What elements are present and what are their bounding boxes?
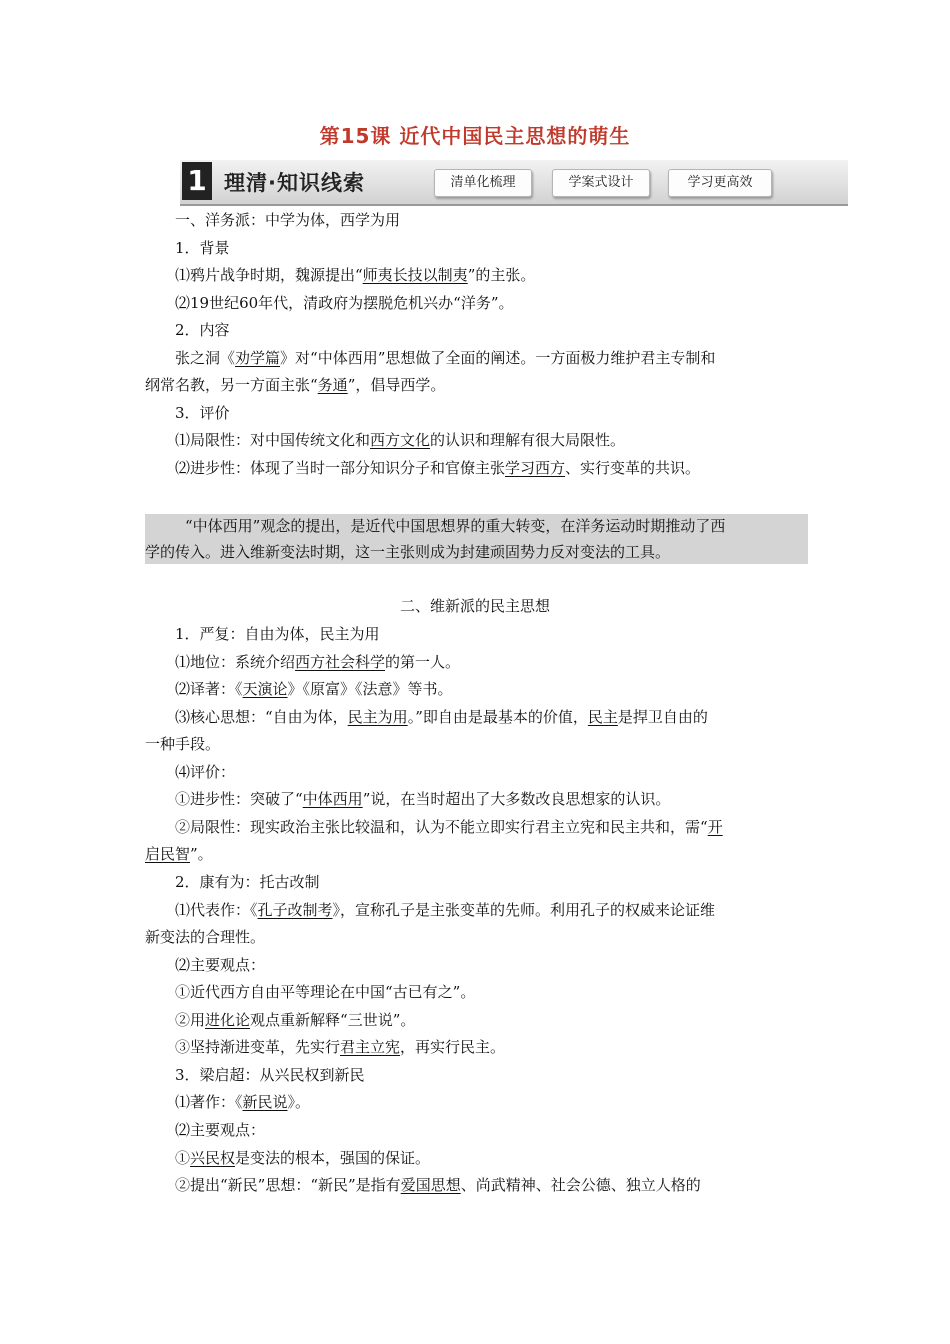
note-line-2: 学的传入。进入维新变法时期，这一主张则成为封建顽固势力反对变法的工具。 xyxy=(145,543,671,561)
banner-number: 1 xyxy=(182,162,212,200)
kangyouwei-item-1: ⑴代表作：《孔子改制考》，宣称孔子是主张变革的先师。利用孔子的权威来论证维 xyxy=(175,901,716,919)
section1-heading: 一、洋务派：中学为体，西学为用 xyxy=(175,211,401,229)
tag-efficient-learning: 学习更高效 xyxy=(668,169,772,197)
liangqichao-title: 3．梁启超：从兴民权到新民 xyxy=(175,1066,365,1084)
yanfu-progress: ①进步性：突破了“中体西用”说，在当时超出了大多数改良思想家的认识。 xyxy=(175,790,671,808)
section2-heading: 二、维新派的民主思想 xyxy=(399,597,550,615)
kangyouwei-item-1-cont: 新变法的合理性。 xyxy=(145,928,266,946)
evaluation-title: 3．评价 xyxy=(175,404,230,422)
section-banner xyxy=(180,160,848,206)
kangyouwei-point-1: ①近代西方自由平等理论在中国“古已有之”。 xyxy=(175,983,476,1001)
liangqichao-item-1: ⑴著作：《新民说》。 xyxy=(175,1093,311,1111)
note-line-1: “中体西用”观念的提出，是近代中国思想界的重大转变，在洋务运动时期推动了西 xyxy=(185,517,726,535)
highlight-note xyxy=(145,514,808,564)
content-title: 2．内容 xyxy=(175,321,230,339)
yanfu-item-3: ⑶核心思想：“自由为体，民主为用。”即自由是最基本的价值，民主是捍卫自由的 xyxy=(175,708,708,726)
tag-study-design: 学案式设计 xyxy=(552,169,650,197)
background-title: 1．背景 xyxy=(175,239,230,257)
background-item-1: ⑴鸦片战争时期，魏源提出“师夷长技以制夷”的主张。 xyxy=(175,266,536,284)
liangqichao-point-2: ②提出“新民”思想：“新民”是指有爱国思想、尚武精神、社会公德、独立人格的 xyxy=(175,1176,701,1194)
yanfu-item-4: ⑷评价： xyxy=(175,763,236,781)
kangyouwei-item-2: ⑵主要观点： xyxy=(175,956,266,974)
yanfu-title: 1．严复：自由为体，民主为用 xyxy=(175,625,380,643)
background-item-2: ⑵19世纪60年代，清政府为摆脱危机兴办“洋务”。 xyxy=(175,294,514,312)
content-para-line-1: 张之洞《劝学篇》对“中体西用”思想做了全面的阐述。一方面极力维护君主专制和 xyxy=(175,349,716,367)
yanfu-limitation: ②局限性：现实政治主张比较温和，认为不能立即实行君主立宪和民主共和，需“开 xyxy=(175,818,723,836)
yanfu-item-3-cont: 一种手段。 xyxy=(145,735,221,753)
page-title: 第15课 近代中国民主思想的萌生 xyxy=(319,124,631,148)
evaluation-item-1: ⑴局限性：对中国传统文化和西方文化的认识和理解有很大局限性。 xyxy=(175,431,626,449)
evaluation-item-2: ⑵进步性：体现了当时一部分知识分子和官僚主张学习西方、实行变革的共识。 xyxy=(175,459,701,477)
liangqichao-item-2: ⑵主要观点： xyxy=(175,1121,266,1139)
kangyouwei-point-2: ②用进化论观点重新解释“三世说”。 xyxy=(175,1011,416,1029)
kangyouwei-title: 2．康有为：托古改制 xyxy=(175,873,320,891)
content-para-line-2: 纲常名教，另一方面主张“务通”，倡导西学。 xyxy=(145,376,446,394)
liangqichao-point-1: ①兴民权是变法的根本，强国的保证。 xyxy=(175,1149,431,1167)
banner-heading: 理清·知识线索 xyxy=(224,171,365,195)
yanfu-item-2: ⑵译著：《天演论》《原富》《法意》等书。 xyxy=(175,680,453,698)
yanfu-item-1: ⑴地位：系统介绍西方社会科学的第一人。 xyxy=(175,653,461,671)
kangyouwei-point-3: ③坚持渐进变革，先实行君主立宪，再实行民主。 xyxy=(175,1038,506,1056)
yanfu-limitation-cont: 启民智”。 xyxy=(145,845,213,863)
tag-checklist: 清单化梳理 xyxy=(434,169,532,197)
